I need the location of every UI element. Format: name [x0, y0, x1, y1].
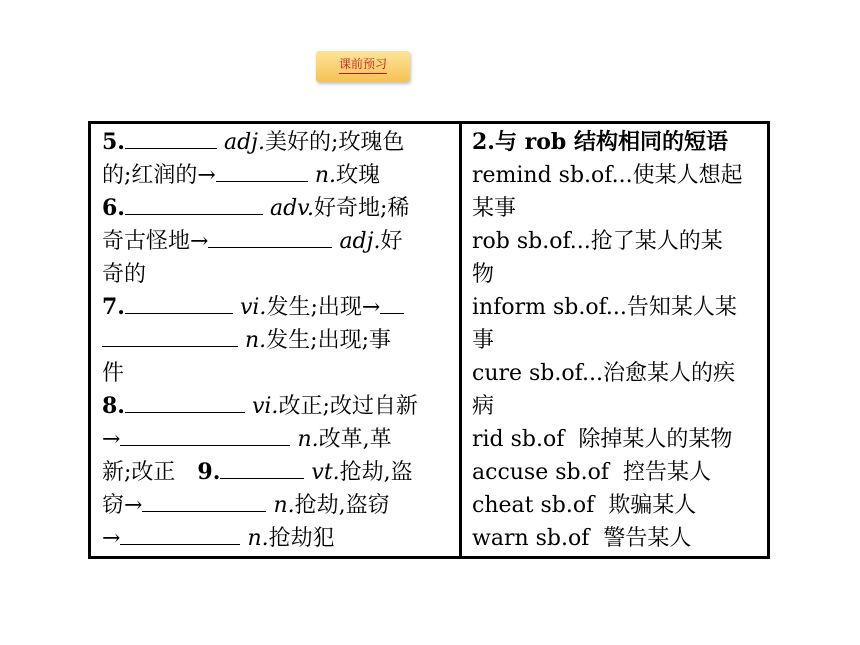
answer-blank[interactable] — [120, 425, 290, 446]
left-line-2 — [102, 159, 452, 192]
definition: 的;红润的→ — [102, 163, 216, 188]
part-of-speech: n. — [273, 493, 295, 518]
item-number: 8. — [102, 393, 125, 419]
definition: 改正;改过自新 — [278, 394, 418, 419]
left-line-5 — [102, 258, 452, 291]
right-heading — [472, 126, 768, 159]
answer-blank[interactable] — [208, 227, 332, 248]
phrase-line: 事 — [472, 328, 495, 353]
definition: 美好的;玫瑰色 — [264, 130, 405, 155]
phrase-line: remind sb.of...使某人想起 — [472, 163, 743, 188]
answer-blank[interactable] — [125, 293, 233, 314]
left-line-1 — [102, 126, 452, 159]
left-line-13 — [102, 522, 452, 555]
answer-blank[interactable] — [220, 458, 304, 479]
left-line-8 — [102, 357, 452, 390]
phrase-line: inform sb.of...告知某人某 — [472, 295, 737, 320]
item-number: 2. — [472, 129, 495, 155]
heading-text: 结构相同的短语 — [566, 129, 728, 155]
phrase-line: rob sb.of...抢了某人的某 — [472, 229, 723, 254]
phrase-line: warn sb.of 警告某人 — [472, 526, 692, 551]
definition: 奇古怪地→ — [102, 229, 209, 254]
phrase-line: accuse sb.of 控告某人 — [472, 460, 711, 485]
part-of-speech: vi. — [251, 394, 279, 419]
phrase-line: 某事 — [472, 196, 517, 221]
left-line-4 — [102, 225, 452, 258]
item-number: 9. — [197, 459, 221, 485]
left-line-11 — [102, 456, 452, 489]
definition: 件 — [102, 361, 125, 386]
definition: 好奇地;稀 — [313, 196, 410, 221]
definition: 抢劫犯 — [268, 526, 335, 551]
item-number: 7. — [102, 294, 125, 320]
answer-blank[interactable] — [120, 524, 240, 545]
column-divider — [459, 124, 462, 556]
left-line-3 — [102, 192, 452, 225]
right-column — [472, 126, 768, 555]
answer-blank[interactable] — [125, 392, 245, 413]
part-of-speech: n. — [247, 526, 269, 551]
answer-blank[interactable] — [125, 128, 217, 149]
phrase-line: 病 — [472, 394, 495, 419]
phrase-line: 物 — [472, 262, 495, 287]
heading-word: rob — [524, 129, 567, 155]
definition: 玫瑰 — [336, 163, 381, 188]
definition: 抢劫,盗 — [339, 460, 413, 485]
definition: 窃→ — [102, 493, 143, 518]
phrase-line: rid sb.of 除掉某人的某物 — [472, 427, 733, 452]
answer-blank[interactable] — [125, 194, 263, 215]
definition: 发生;出现→ — [266, 295, 381, 320]
left-line-6 — [102, 291, 452, 324]
part-of-speech: n. — [314, 163, 337, 188]
definition: 好 — [380, 229, 403, 254]
definition: → — [102, 526, 121, 551]
part-of-speech: vi. — [239, 295, 267, 320]
answer-blank[interactable] — [380, 293, 404, 314]
definition: → — [102, 427, 121, 452]
left-line-12 — [102, 489, 452, 522]
left-line-10 — [102, 423, 452, 456]
definition: 奇的 — [102, 262, 147, 287]
answer-blank[interactable] — [102, 326, 238, 347]
part-of-speech: n. — [297, 427, 319, 452]
left-column — [102, 126, 452, 555]
answer-blank[interactable] — [216, 161, 308, 182]
definition: 抢劫,盗窃 — [294, 493, 390, 518]
section-badge[interactable] — [316, 51, 410, 82]
vocabulary-table — [88, 121, 770, 559]
phrase-line: cure sb.of...治愈某人的疾 — [472, 361, 735, 386]
answer-blank[interactable] — [142, 491, 266, 512]
heading-text: 与 — [494, 129, 525, 155]
part-of-speech: n. — [245, 328, 267, 353]
part-of-speech: adv. — [269, 196, 314, 221]
left-line-7 — [102, 324, 452, 357]
definition: 发生;出现;事 — [266, 328, 391, 353]
part-of-speech: adj. — [339, 229, 381, 254]
definition: 改革,革 — [318, 427, 392, 452]
section-badge-label: 课前预习 — [339, 57, 387, 74]
definition: 新;改正 — [102, 460, 176, 485]
part-of-speech: vt. — [311, 460, 340, 485]
left-line-9 — [102, 390, 452, 423]
item-number: 5. — [102, 129, 125, 155]
phrase-line: cheat sb.of 欺骗某人 — [472, 493, 697, 518]
item-number: 6. — [102, 195, 125, 221]
part-of-speech: adj. — [223, 130, 265, 155]
